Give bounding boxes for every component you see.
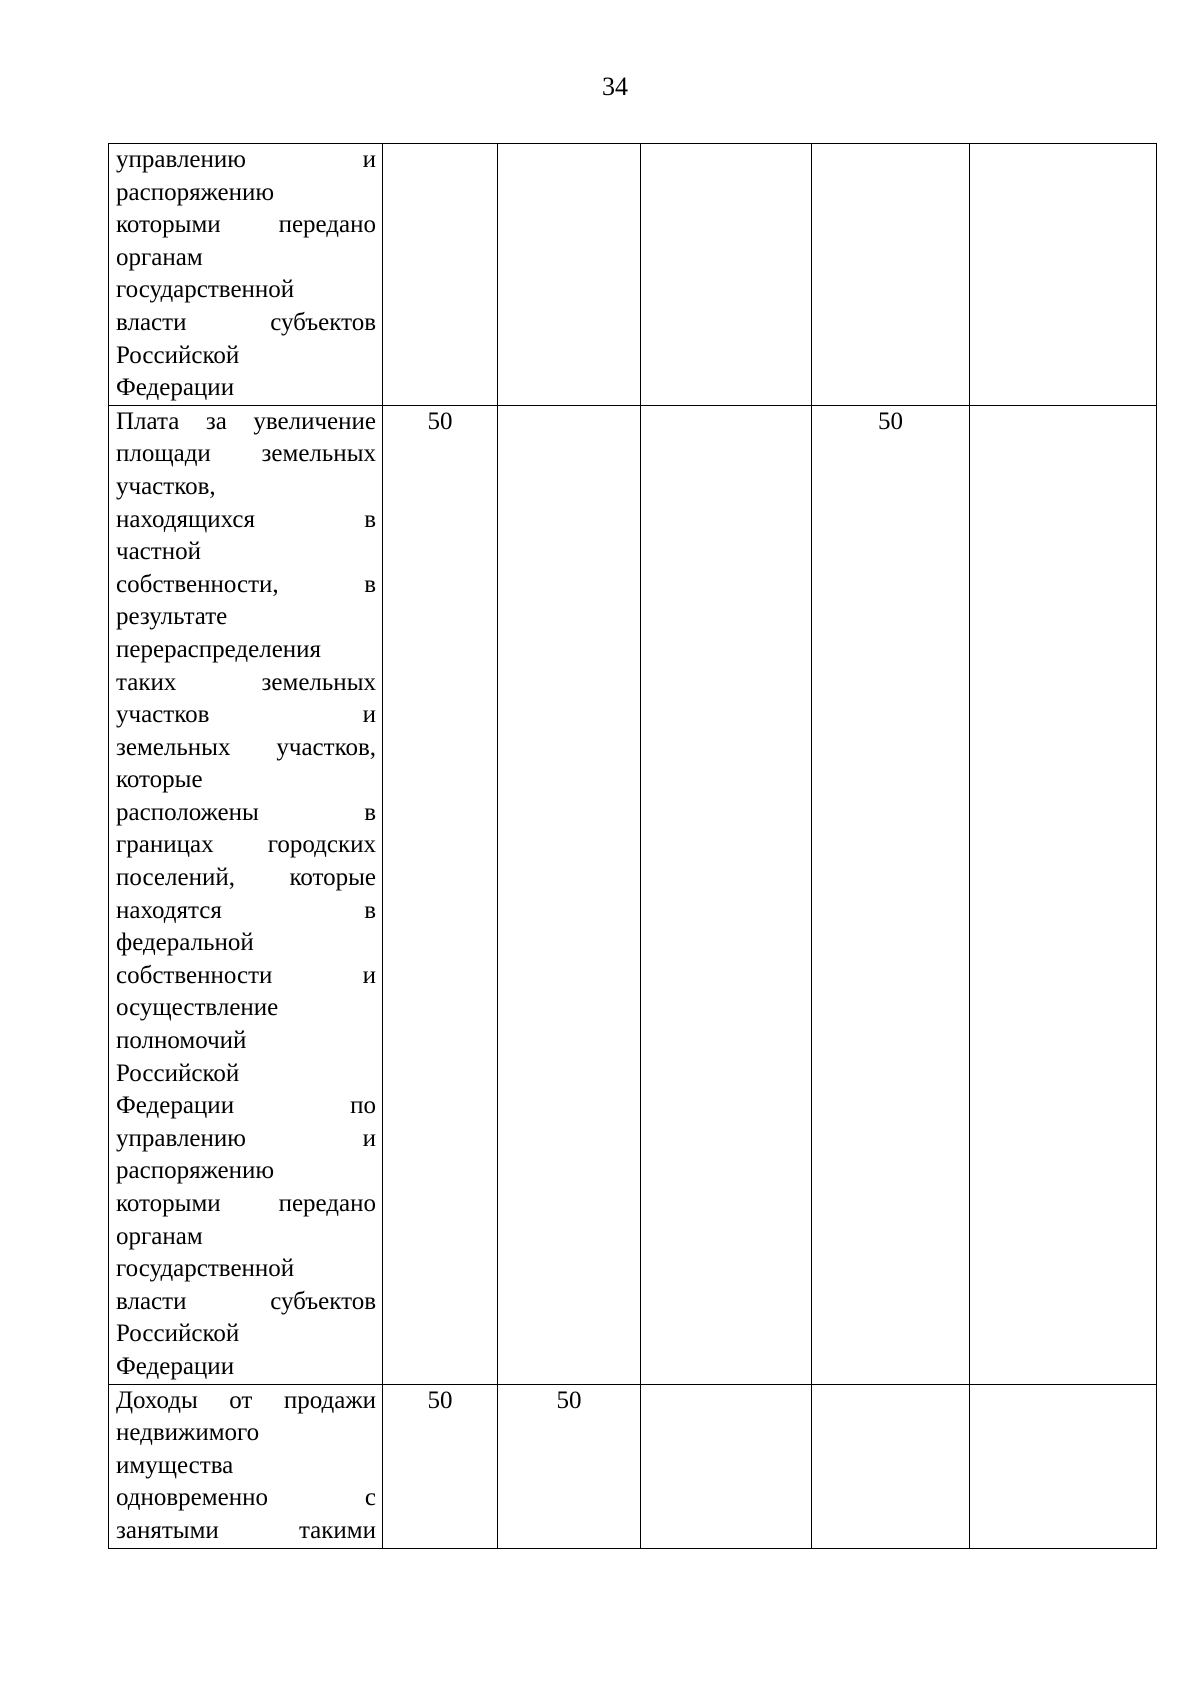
value-cell: [498, 1384, 641, 1548]
text-line: [116, 504, 376, 537]
text-line: [116, 569, 376, 602]
value-cell: [498, 144, 641, 406]
word: которые: [116, 766, 203, 794]
word: органам: [116, 243, 203, 271]
value-cell: [498, 405, 641, 1384]
word: за: [205, 407, 227, 435]
value-cell: [641, 1384, 812, 1548]
word: участков: [116, 701, 210, 729]
word: передано: [278, 1190, 376, 1217]
word: распоряжению: [116, 1157, 275, 1185]
text-line: [116, 1123, 376, 1156]
word: Российской: [116, 1059, 240, 1087]
text-line: [116, 1221, 376, 1254]
text-line: [116, 1253, 376, 1286]
word: власти: [116, 1287, 187, 1315]
word: Плата: [116, 407, 180, 435]
word: имущества: [116, 1451, 234, 1479]
revenue-type-cell: [109, 1384, 383, 1548]
word: от: [229, 1386, 253, 1414]
word: которыми: [116, 1190, 221, 1217]
word: площади: [116, 440, 211, 468]
word: городских: [267, 831, 376, 859]
value-cell: [812, 405, 970, 1384]
word: расположены: [116, 798, 259, 826]
word: собственности,: [116, 570, 279, 598]
word: органам: [116, 1222, 203, 1250]
word: недвижимого: [116, 1419, 260, 1447]
word: федеральной: [116, 929, 254, 957]
text-line: [116, 144, 376, 177]
word: земельных: [116, 733, 231, 761]
word: в: [364, 505, 376, 533]
text-line: [116, 1450, 376, 1483]
text-line: [116, 209, 376, 242]
word: распоряжению: [116, 178, 275, 206]
word: участков,: [116, 472, 216, 500]
text-line: [116, 406, 376, 439]
word: в: [364, 798, 376, 826]
text-line: [116, 1188, 376, 1221]
text-line: [116, 177, 376, 210]
word: Доходы: [116, 1386, 198, 1414]
text-line: [116, 667, 376, 700]
table-row: [109, 1384, 1157, 1548]
text-line: [116, 829, 376, 862]
word: поселений,: [116, 864, 235, 892]
word: Российской: [116, 1320, 240, 1348]
word: и: [362, 1124, 376, 1152]
word: которые: [289, 864, 376, 892]
text-line: [116, 1482, 376, 1515]
word: результате: [116, 603, 228, 631]
text-line: [116, 895, 376, 928]
word: Федерации: [116, 374, 235, 402]
text-line: [116, 927, 376, 960]
value-cell: [970, 144, 1157, 406]
word: полномочий: [116, 1027, 247, 1055]
value-text: 50: [427, 1386, 453, 1414]
text-line: [116, 764, 376, 797]
word: и: [362, 961, 376, 989]
word: Российской: [116, 341, 240, 369]
word: управлению: [116, 146, 246, 173]
text-line: [116, 862, 376, 895]
text-line: [116, 960, 376, 993]
text-line: [116, 471, 376, 504]
word: по: [350, 1092, 376, 1120]
text-line: [116, 1025, 376, 1058]
word: которыми: [116, 211, 221, 239]
text-line: [116, 1351, 376, 1384]
table-row: [109, 144, 1157, 406]
word: субъектов: [270, 308, 376, 336]
value-cell: [641, 144, 812, 406]
value-cell: [970, 405, 1157, 1384]
word: передано: [278, 211, 376, 239]
word: одновременно: [116, 1484, 268, 1512]
word: Федерации: [116, 1352, 235, 1380]
word: находятся: [116, 896, 222, 924]
text-line: [116, 438, 376, 471]
word: увеличение: [253, 407, 376, 435]
page-number: 34: [602, 72, 628, 101]
word: занятыми: [116, 1516, 219, 1544]
text-line: [116, 1155, 376, 1188]
text-line: [116, 699, 376, 732]
word: участков,: [276, 733, 376, 761]
word: Федерации: [116, 1092, 235, 1120]
word: управлению: [116, 1124, 246, 1152]
revenue-type-cell: [109, 144, 383, 406]
text-line: [116, 1385, 376, 1418]
word: границах: [116, 831, 214, 859]
revenue-distribution-table: [108, 143, 1157, 1549]
text-line: [116, 732, 376, 765]
text-line: [116, 1318, 376, 1351]
value-cell: [383, 1384, 498, 1548]
text-line: [116, 242, 376, 275]
word: земельных: [261, 440, 376, 468]
text-line: [116, 992, 376, 1025]
value-cell: [641, 405, 812, 1384]
word: в: [364, 570, 376, 598]
value-cell: [383, 405, 498, 1384]
text-line: [116, 340, 376, 373]
value-cell: [812, 144, 970, 406]
text-line: [116, 372, 376, 405]
value-text: 50: [427, 407, 453, 435]
word: осуществление: [116, 994, 279, 1022]
revenue-type-cell: [109, 405, 383, 1384]
text-line: [116, 536, 376, 569]
word: перераспределения: [116, 635, 322, 663]
text-line: [116, 1058, 376, 1091]
word: продажи: [283, 1386, 376, 1414]
value-cell: [383, 144, 498, 406]
text-line: [116, 1286, 376, 1319]
text-line: [116, 1417, 376, 1450]
word: и: [362, 701, 376, 729]
word: власти: [116, 308, 187, 336]
text-line: [116, 601, 376, 634]
value-text: 50: [878, 407, 903, 435]
word: собственности: [116, 961, 273, 989]
word: частной: [116, 538, 201, 566]
word: таких: [116, 668, 177, 696]
word: в: [364, 896, 376, 924]
value-cell: [812, 1384, 970, 1548]
value-cell: [970, 1384, 1157, 1548]
text-line: [116, 274, 376, 307]
table-body: [109, 144, 1157, 1549]
word: государственной: [116, 276, 295, 304]
text-line: [116, 634, 376, 667]
word: с: [364, 1484, 376, 1512]
word: государственной: [116, 1255, 295, 1283]
word: субъектов: [270, 1287, 376, 1315]
text-line: [116, 307, 376, 340]
word: такими: [298, 1516, 376, 1544]
value-text: 50: [556, 1386, 582, 1414]
text-line: [116, 1090, 376, 1123]
text-line: [116, 797, 376, 830]
word: и: [362, 146, 376, 173]
text-line: [116, 1515, 376, 1548]
word: находящихся: [116, 505, 256, 533]
table-row: [109, 405, 1157, 1384]
word: земельных: [261, 668, 376, 696]
